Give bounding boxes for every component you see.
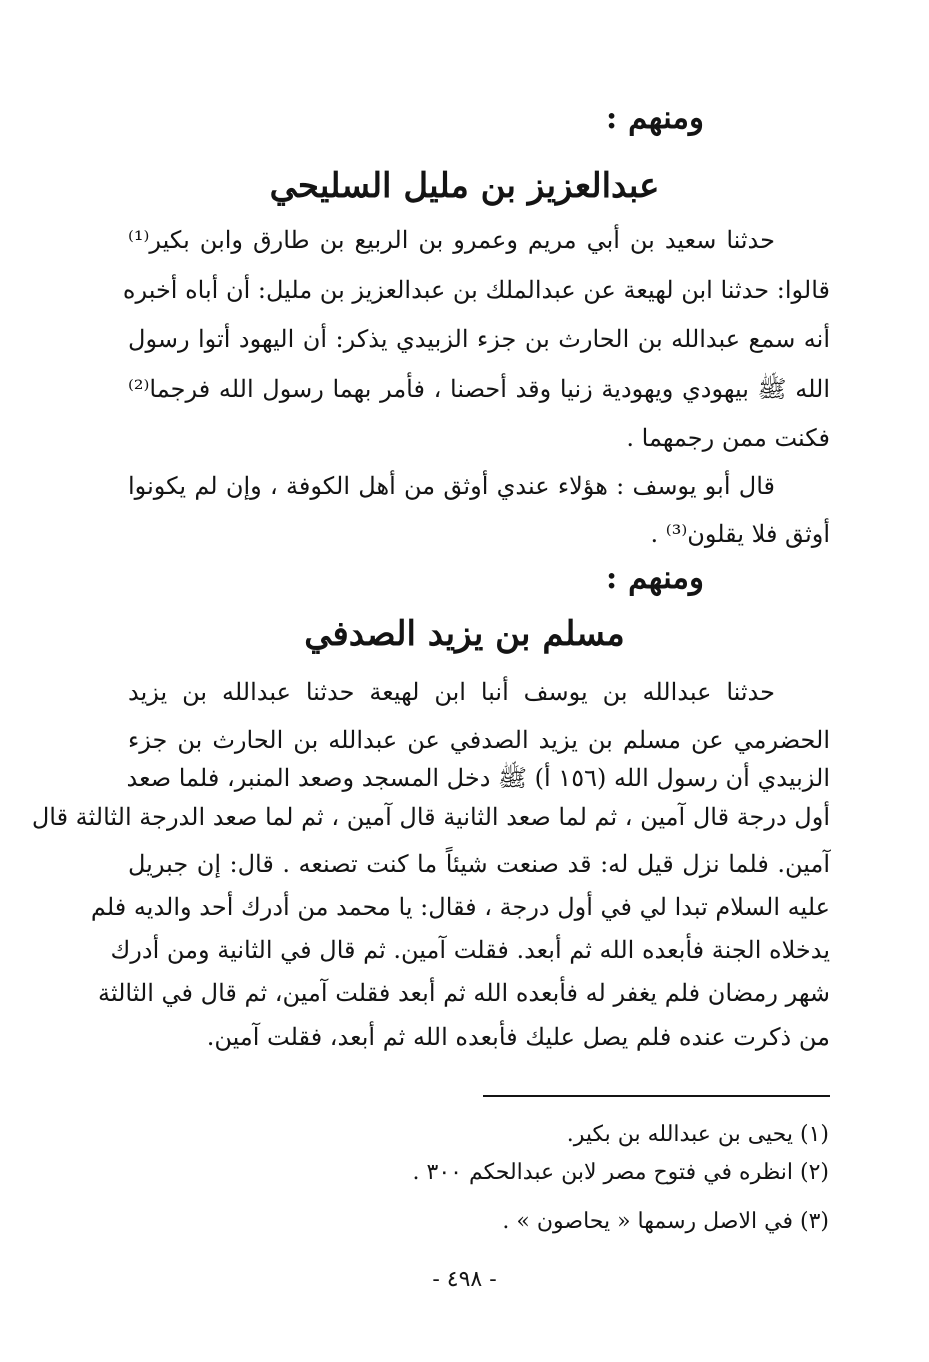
text-line: الله ﷺ بيهودي ويهودية زنيا وقد أحصنا ، فأمر بهما رسول الله فرجما⁽²⁾ — [128, 375, 830, 403]
text-line: أوثق فلا يقلون⁽³⁾ . — [650, 520, 830, 548]
text-line: يدخلاه الجنة فأبعده الله ثم أبعد. فقلت آمين. ثم قال في الثانية ومن أدرك — [110, 936, 830, 964]
text-line: حدثنا سعيد بن أبي مريم وعمرو بن الربيع بن طارق وابن بكير⁽¹⁾ — [128, 226, 775, 254]
text-line: أول درجة قال آمين ، ثم لما صعد الثانية قال آمين ، ثم لما صعد الدرجة الثالثة قال — [31, 803, 830, 831]
text-line: شهر رمضان فلم يغفر له فأبعده الله ثم أبعد فقلت آمين، ثم قال في الثالثة — [97, 979, 830, 1007]
text-line: قال أبو يوسف : هؤلاء عندي أوثق من أهل الكوفة ، وإن لم يكونوا — [128, 472, 775, 500]
text-line: الحضرمي عن مسلم بن يزيد الصدفي عن عبدالله بن الحارث بن جزء — [128, 726, 830, 754]
text-line: أنه سمع عبدالله بن الحارث بن جزء الزبيدي يذكر: أن اليهود أتوا رسول — [128, 325, 830, 353]
section-title-1: عبدالعزيز بن مليل السليحي — [269, 166, 660, 206]
footnote-2: (٢) انظره في فتوح مصر لابن عبدالحكم ٣٠٠ . — [412, 1160, 829, 1185]
section-label-1: ومنهم : — [605, 100, 704, 136]
footnote-3: (٣) في الاصل رسمها « يحاصون » . — [502, 1209, 829, 1234]
text-line: عليه السلام تبدا لي في أول درجة ، فقال: يا محمد من أدرك أحد والديه فلم — [90, 893, 830, 921]
section-label-2: ومنهم : — [605, 560, 704, 596]
footnote-separator — [483, 1095, 830, 1097]
text-line: فكنت ممن رجمهما . — [626, 424, 830, 452]
footnote-1: (١) يحيى بن عبدالله بن بكير. — [566, 1122, 829, 1147]
text-line: قالوا: حدثنا ابن لهيعة عن عبدالملك بن عبدالعزيز بن مليل: أن أباه أخبره — [122, 276, 830, 304]
page-number: - ٤٩٨ - — [432, 1267, 497, 1292]
text-line: الزبيدي أن رسول الله (١٥٦ أ) ﷺ دخل المسجد وصعد المنبر، فلما صعد — [126, 764, 830, 792]
text-line: من ذكرت عنده فلم يصل عليك فأبعده الله ثم أبعد، فقلت آمين. — [206, 1023, 830, 1051]
text-line: آمين. فلما نزل قيل له: قد صنعت شيئاً ما كنت تصنعه . قال: إن جبريل — [128, 850, 830, 878]
text-line: حدثنا عبدالله بن يوسف أنبا ابن لهيعة حدثنا عبدالله بن يزيد — [128, 678, 775, 706]
section-title-2: مسلم بن يزيد الصدفي — [304, 614, 625, 654]
